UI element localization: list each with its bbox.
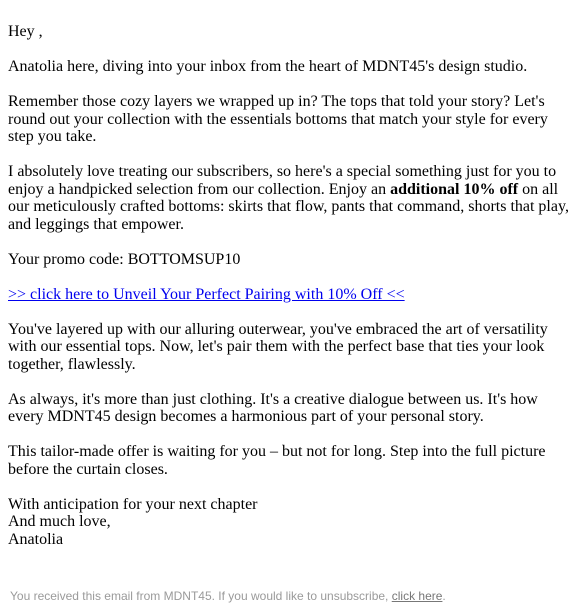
footer-period: . [442, 589, 446, 603]
promo-code: Your promo code: BOTTOMSUP10 [8, 250, 241, 268]
greeting: Hey , [8, 23, 43, 40]
email-body [8, 23, 576, 548]
signoff-line-1: With anticipation for your next chapter [8, 495, 258, 513]
footer-text: You received this email from MDNT45. If you would like to unsubscribe, [10, 589, 392, 603]
remember-paragraph: Remember those cozy layers we wrapped up in? The tops that told your story? Let's round out your collection with the essentials bottoms that match your style for every step you take. [8, 93, 548, 145]
layered-paragraph: You've layered up with our alluring outerwear, you've embraced the art of versatility with our essential tops. Now, let's pair them with the perfect base that ties your look together, flawlessly. [8, 320, 548, 373]
signoff-name: Anatolia [8, 530, 64, 548]
cta-paragraph [8, 286, 576, 304]
always-paragraph: As always, it's more than just clothing. It's a creative dialogue between us. It's how every MDNT45 design becomes a harmonious part of your personal story. [8, 390, 538, 425]
unsubscribe-link[interactable]: click here [391, 589, 443, 603]
offer-text-tail: on all our meticulously crafted bottoms: skirts that flow, pants that command, shorts that play, and leggings that empower. [8, 180, 569, 233]
offer-discount-highlight: additional 10% off [390, 180, 519, 198]
signoff-line-2: And much love, [8, 513, 111, 530]
cta-link[interactable]: >> click here to Unveil Your Perfect Pairing with 10% Off << [8, 285, 405, 303]
offer-text-lead: I absolutely love treating our subscribers, so here's a special something just for you to enjoy a handpicked selection from our collection. Enjoy an [8, 163, 557, 198]
footer [10, 589, 576, 603]
intro-paragraph: Anatolia here, diving into your inbox from the heart of MDNT45's design studio. [8, 58, 528, 75]
offer-paragraph [8, 163, 576, 233]
tailor-paragraph: This tailor-made offer is waiting for you – but not for long. Step into the full picture before the curtain closes. [8, 443, 546, 478]
